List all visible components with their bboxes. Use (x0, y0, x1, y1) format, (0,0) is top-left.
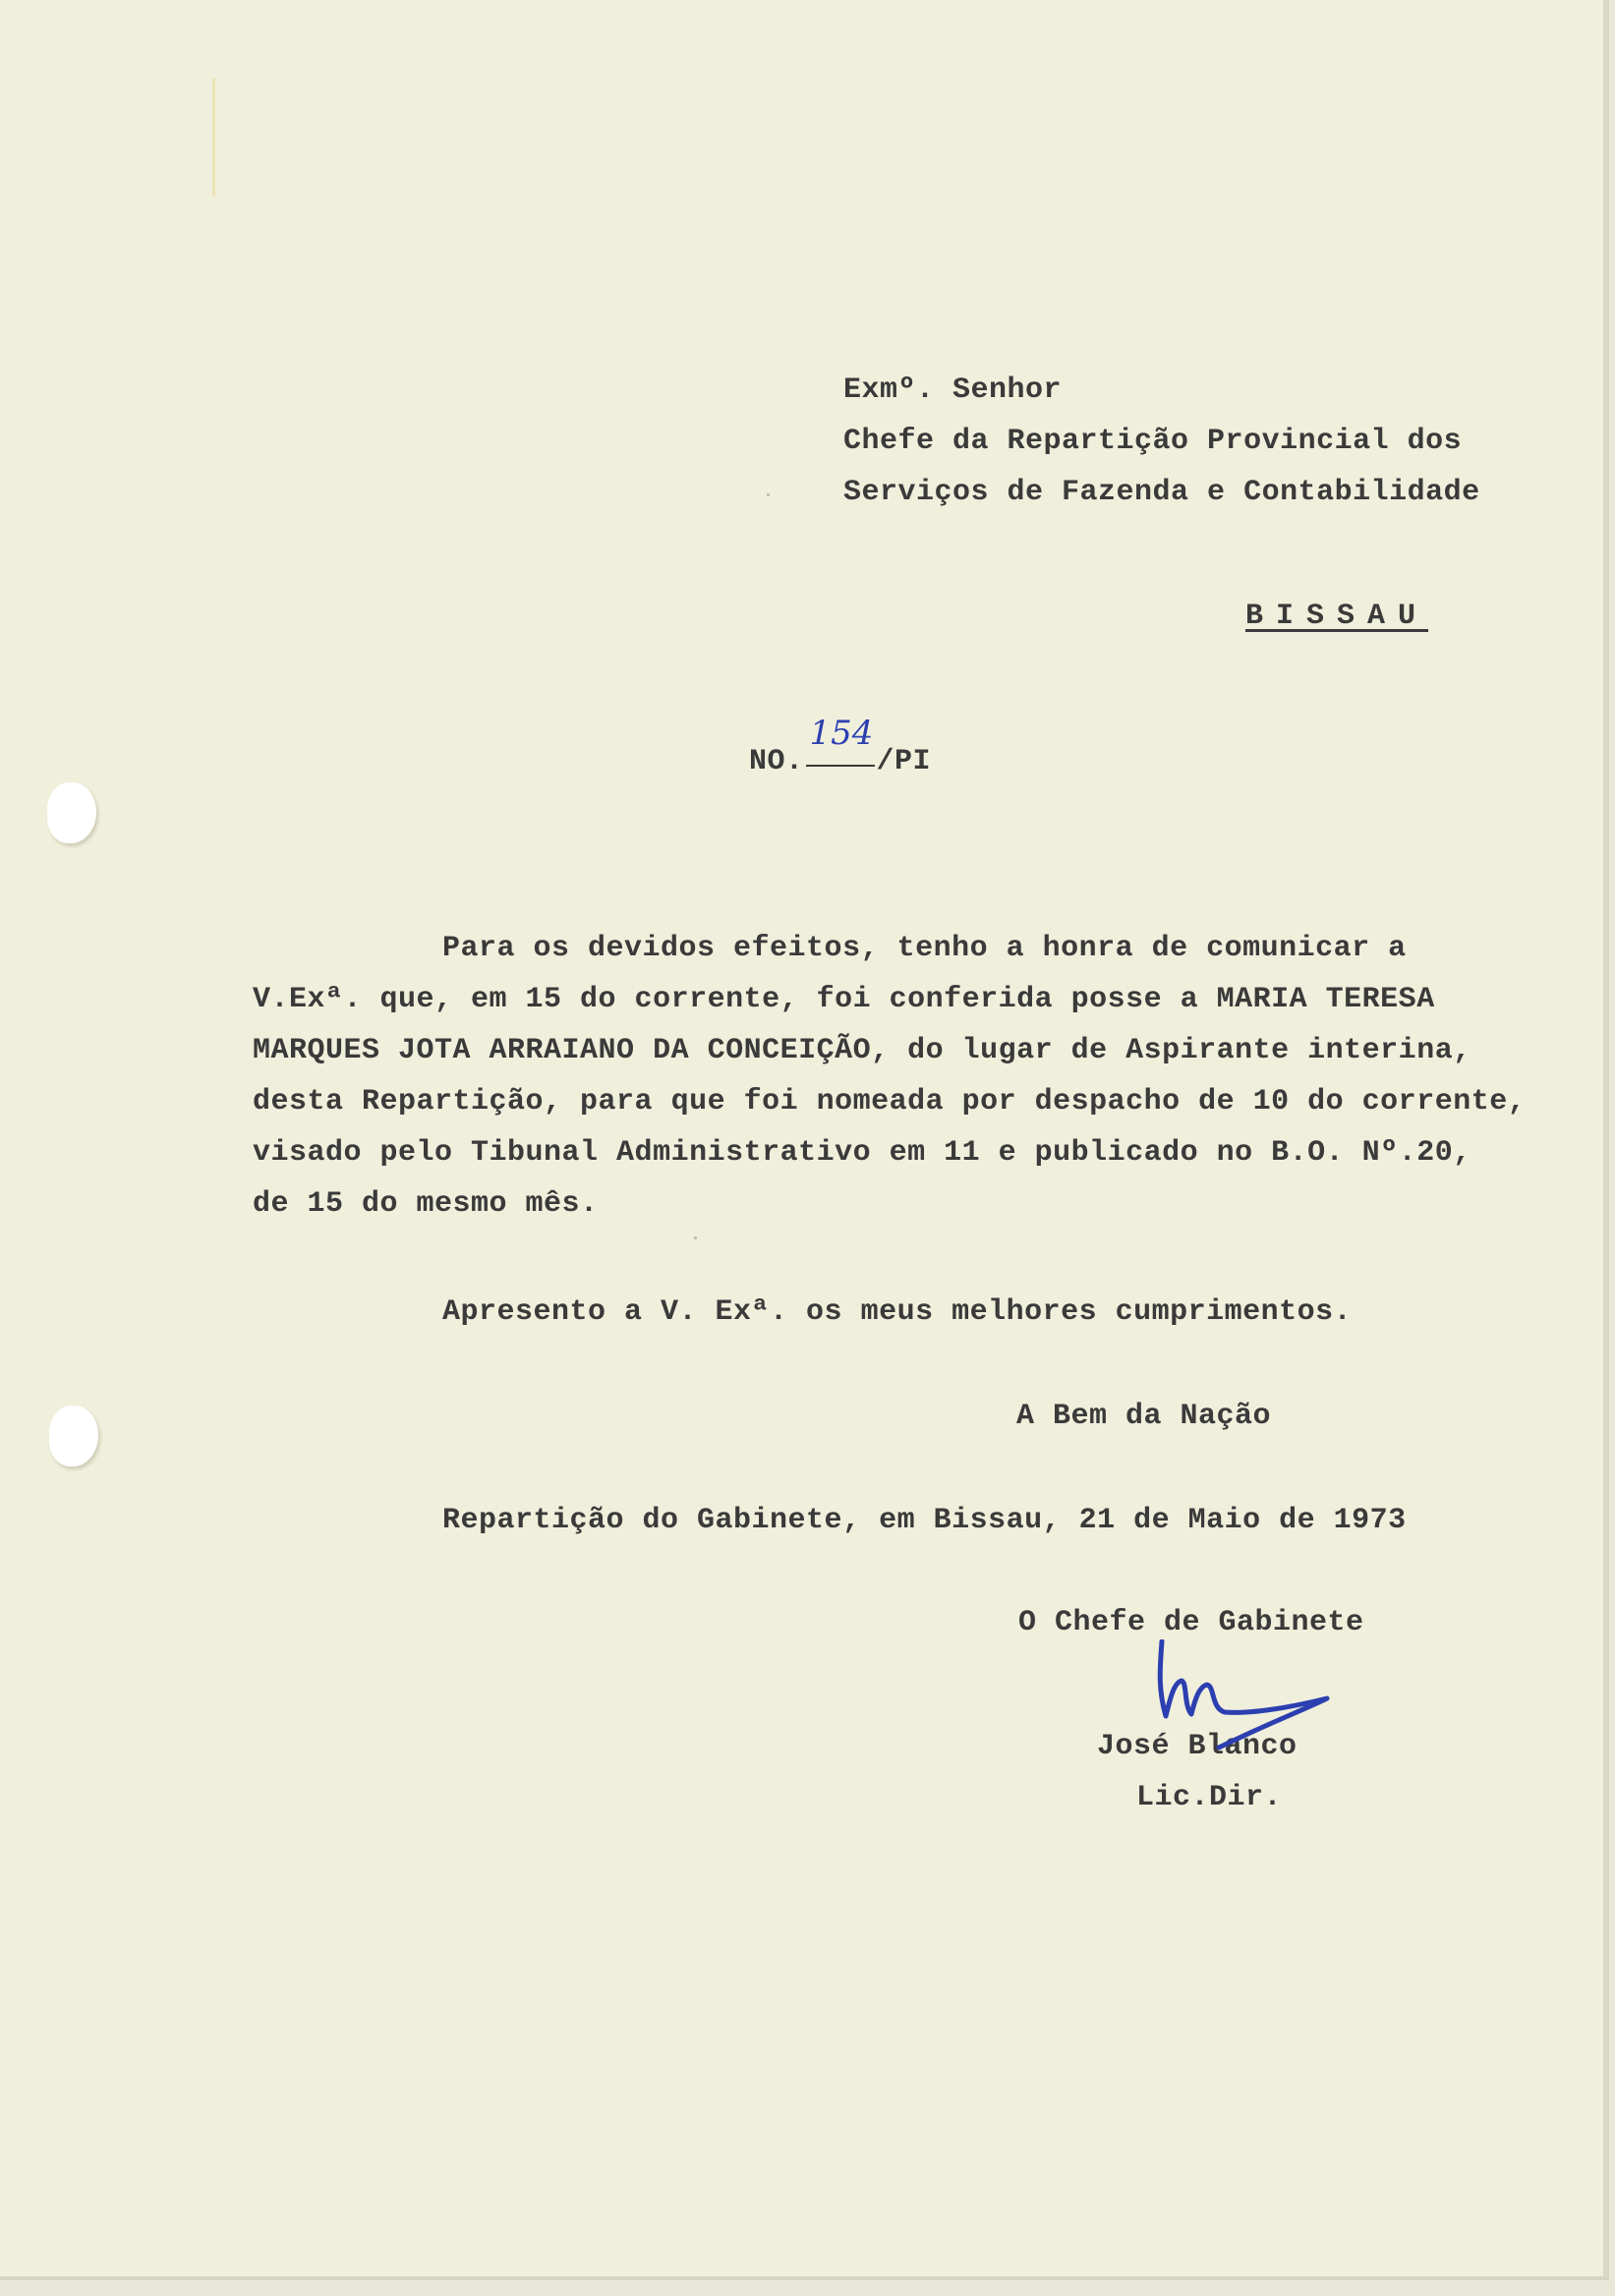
body-line: Para os devidos efeitos, tenho a honra de comunicar a (442, 932, 1407, 965)
addressee-office: Chefe da Repartição Provincial dos (843, 425, 1463, 458)
signatory-title: O Chefe de Gabinete (1018, 1606, 1364, 1639)
reference-suffix: /PI (876, 745, 932, 778)
closing-greeting: Apresento a V. Exª. os meus melhores cumprimentos. (442, 1295, 1353, 1329)
signatory-name: José Blanco (1097, 1730, 1298, 1763)
paper-edge-bottom (0, 2276, 1609, 2280)
addressee-department: Serviços de Fazenda e Contabilidade (843, 476, 1480, 509)
paper-speck (767, 493, 770, 496)
paper-speck (694, 1236, 697, 1239)
body-line: de 15 do mesmo mês. (253, 1187, 599, 1221)
paper-mark (212, 79, 215, 197)
body-line: V.Exª. que, em 15 do corrente, foi conferida posse a MARIA TERESA (253, 983, 1435, 1016)
body-line: MARQUES JOTA ARRAIANO DA CONCEIÇÃO, do lugar de Aspirante interina, (253, 1034, 1471, 1067)
paper-edge (1603, 0, 1609, 2280)
reference-number (749, 714, 932, 778)
reference-blank-rule (806, 765, 875, 767)
reference-handwritten-number: 154 (809, 714, 874, 753)
addressee-city: BISSAU (1245, 600, 1429, 633)
reference-number-field (806, 714, 875, 769)
signatory-credentials: Lic.Dir. (1136, 1781, 1283, 1814)
addressee-salutation: Exmº. Senhor (843, 373, 1063, 407)
handwritten-signature (1140, 1639, 1337, 1777)
punch-hole (47, 782, 96, 843)
date-line: Repartição do Gabinete, em Bissau, 21 de Maio de 1973 (442, 1504, 1407, 1537)
body-line: visado pelo Tibunal Administrativo em 11 e publicado no B.O. Nº.20, (253, 1136, 1471, 1170)
punch-hole (49, 1406, 98, 1466)
closing-motto: A Bem da Nação (1016, 1400, 1272, 1433)
reference-prefix: NO. (749, 745, 804, 778)
body-line: desta Repartição, para que foi nomeada por despacho de 10 do corrente, (253, 1085, 1527, 1119)
